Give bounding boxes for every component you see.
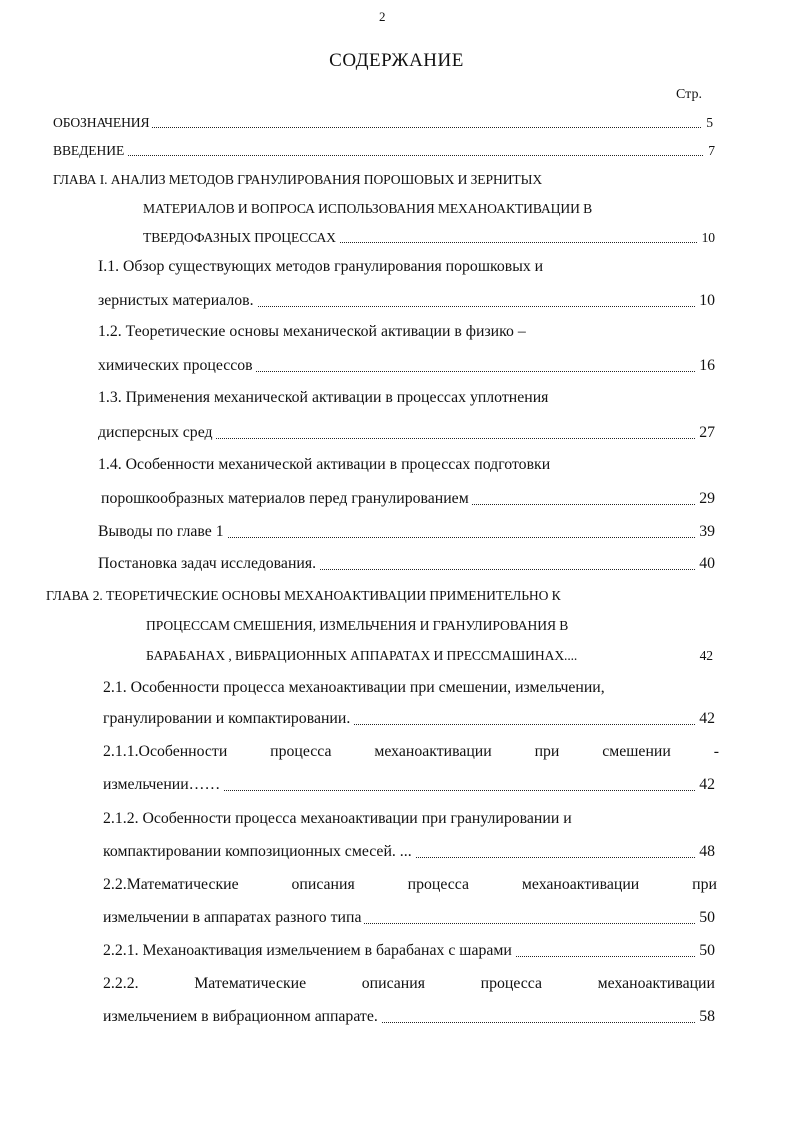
word: при	[534, 743, 560, 760]
word: механоактивации	[597, 975, 715, 992]
toc-entry-vyvody[interactable]	[98, 521, 715, 543]
toc-entry-text: измельчении в аппаратах разного типа	[103, 907, 364, 929]
toc-page-number: 29	[695, 488, 715, 510]
toc-page-number: 48	[695, 841, 715, 863]
toc-page-number: 39	[695, 521, 715, 543]
word: 2.2.2.	[103, 975, 139, 992]
toc-entry-text: измельчением в вибрационном аппарате.	[103, 1006, 381, 1028]
toc-entry-section-1-3[interactable]	[98, 422, 715, 444]
toc-entry-section-1-2[interactable]	[98, 355, 715, 377]
toc-entry-section-1-1[interactable]	[98, 290, 715, 312]
toc-entry-section-1-4[interactable]	[101, 488, 715, 510]
toc-page-number: 7	[704, 141, 715, 161]
word: механоактивации	[521, 876, 640, 893]
word: механоактивации	[374, 743, 492, 760]
word: процесса	[480, 975, 542, 992]
toc-entry-text: ВВЕДЕНИЕ	[53, 141, 127, 161]
page-title: СОДЕРЖАНИЕ	[329, 50, 464, 71]
toc-entry-text: ТВЕРДОФАЗНЫХ ПРОЦЕССАХ	[143, 228, 339, 248]
toc-entry-text: БАРАБАНАХ , ВИБРАЦИОННЫХ АППАРАТАХ И ПРЕССМАШИНАХ....	[146, 646, 580, 666]
section-2-1-line-1: 2.1. Особенности процесса механоактивации при смешении, измельчении,	[103, 679, 605, 696]
chapter-1-heading-line-1: ГЛАВА I. АНАЛИЗ МЕТОДОВ ГРАНУЛИРОВАНИЯ ПОРОШОВЫХ И ЗЕРНИТЫХ	[53, 172, 543, 187]
chapter-2-heading-line-1: ГЛАВА 2. ТЕОРЕТИЧЕСКИЕ ОСНОВЫ МЕХАНОАКТИВАЦИИ ПРИМЕНИТЕЛЬНО К	[46, 588, 561, 603]
toc-page-number: 50	[695, 940, 715, 962]
section-2-1-1-line-1	[103, 741, 719, 763]
toc-entry-text: компактировании композиционных смесей. ...	[103, 841, 415, 863]
toc-entry-chapter-2[interactable]	[146, 646, 713, 666]
toc-page-number: 58	[695, 1006, 715, 1028]
toc-entry-text: 2.2.1. Механоактивация измельчением в барабанах с шарами	[103, 940, 515, 962]
toc-entry-text: ОБОЗНАЧЕНИЯ	[53, 113, 152, 133]
toc-entry-postanovka[interactable]	[98, 553, 715, 575]
word: Математические	[194, 975, 307, 992]
toc-entry-text: порошкообразных материалов перед гранулированием	[101, 488, 472, 510]
word: описания	[361, 975, 425, 992]
toc-entry-text: зернистых материалов.	[98, 290, 257, 312]
toc-entry-text: гранулировании и компактировании.	[103, 708, 353, 730]
section-1-4-line-1: 1.4. Особенности механической активации в процессах подготовки	[98, 456, 551, 473]
toc-page-number: 5	[702, 113, 713, 133]
section-1-1-line-1: I.1. Обзор существующих методов гранулирования порошковых и	[98, 258, 544, 275]
toc-entry-section-2-2-2[interactable]	[103, 1006, 715, 1028]
toc-entry-section-2-2-1[interactable]	[103, 940, 715, 962]
word: при	[692, 876, 717, 893]
toc-page-number: 42	[696, 646, 713, 666]
word: 2.2.Математические	[103, 876, 239, 893]
chapter-2-heading-line-2: ПРОЦЕССАМ СМЕШЕНИЯ, ИЗМЕЛЬЧЕНИЯ И ГРАНУЛИРОВАНИЯ В	[146, 618, 569, 633]
page-column-label: Стр.	[676, 87, 702, 102]
toc-entry-chapter-1[interactable]	[143, 228, 715, 248]
word: смешении	[602, 743, 671, 760]
toc-entry-section-2-1-2[interactable]	[103, 841, 715, 863]
toc-page-number: 10	[695, 290, 715, 312]
section-2-2-2-line-1	[103, 973, 715, 995]
word: процесса	[407, 876, 469, 893]
toc-page-number: 27	[695, 422, 715, 444]
toc-entry-oboznacheniya[interactable]	[53, 113, 713, 133]
toc-entry-section-2-1[interactable]	[103, 708, 715, 730]
toc-page-number: 50	[695, 907, 715, 929]
toc-entry-text: химических процессов	[98, 355, 256, 377]
toc-entry-text: Постановка задач исследования.	[98, 553, 319, 575]
toc-page-number: 42	[695, 774, 715, 796]
section-2-2-line-1	[103, 874, 717, 896]
leader-dots	[53, 155, 715, 156]
toc-entry-text: Выводы по главе 1	[98, 521, 227, 543]
toc-page-number: 42	[695, 708, 715, 730]
toc-page-number: 40	[695, 553, 715, 575]
toc-entry-section-2-2[interactable]	[103, 907, 715, 929]
toc-page-number: 10	[698, 228, 715, 248]
word: -	[713, 743, 719, 760]
toc-entry-text: дисперсных сред	[98, 422, 216, 444]
section-1-3-line-1: 1.3. Применения механической активации в процессах уплотнения	[98, 389, 549, 406]
word: процесса	[270, 743, 332, 760]
chapter-1-heading-line-2: МАТЕРИАЛОВ И ВОПРОСА ИСПОЛЬЗОВАНИЯ МЕХАНОАКТИВАЦИИ В	[143, 201, 593, 216]
page-number: 2	[379, 9, 386, 24]
word: описания	[291, 876, 355, 893]
toc-page-number: 16	[695, 355, 715, 377]
section-1-2-line-1: 1.2. Теоретические основы механической активации в физико –	[98, 323, 526, 340]
word: 2.1.1.Особенности	[103, 743, 228, 760]
section-2-1-2-line-1: 2.1.2. Особенности процесса механоактивации при гранулировании и	[103, 810, 572, 827]
toc-entry-text: измельчении……	[103, 774, 223, 796]
toc-entry-vvedenie[interactable]	[53, 141, 715, 161]
toc-entry-section-2-1-1[interactable]	[103, 774, 715, 796]
